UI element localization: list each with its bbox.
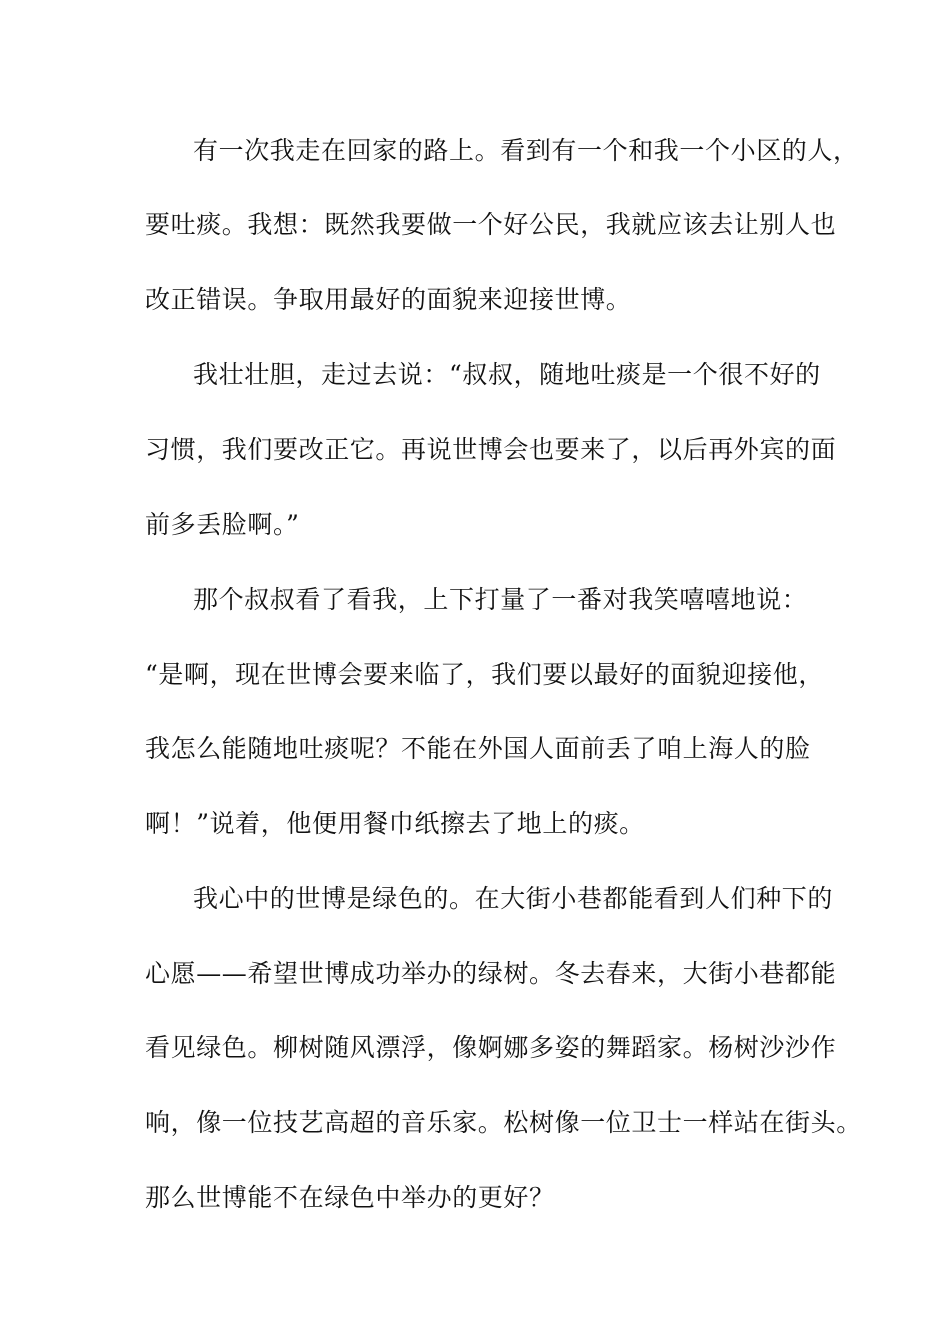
text-line: 有一次我走在回家的路上。看到有一个和我一个小区的人， [193, 136, 859, 165]
text-line: 习惯，我们要改正它。再说世博会也要来了，以后再外宾的面 [145, 435, 837, 464]
text-line: 看见绿色。柳树随风漂浮，像婀娜多姿的舞蹈家。杨树沙沙作 [145, 1033, 837, 1062]
text-line: 要吐痰。我想：既然我要做一个好公民，我就应该去让别人也 [145, 210, 837, 239]
text-line: 改正错误。争取用最好的面貌来迎接世博。 [145, 285, 632, 314]
text-line: 心愿——希望世博成功举办的绿树。冬去春来，大街小巷都能 [145, 959, 837, 988]
text-line: 那么世博能不在绿色中举办的更好？ [145, 1183, 555, 1212]
text-line: 我心中的世博是绿色的。在大街小巷都能看到人们种下的 [193, 884, 834, 913]
text-line: “是啊，现在世博会要来临了，我们要以最好的面貌迎接他， [145, 660, 824, 689]
text-line: 那个叔叔看了看我，上下打量了一番对我笑嘻嘻地说： [193, 585, 808, 614]
text-line: 我怎么能随地吐痰呢？不能在外国人面前丢了咱上海人的脸 [145, 734, 811, 763]
text-line: 响，像一位技艺高超的音乐家。松树像一位卫士一样站在街头。 [145, 1108, 862, 1137]
text-line: 啊！”说着，他便用餐巾纸擦去了地上的痰。 [145, 809, 645, 838]
text-line: 我壮壮胆，走过去说：“叔叔，随地吐痰是一个很不好的 [193, 360, 821, 389]
text-line: 前多丢脸啊。” [145, 510, 300, 539]
